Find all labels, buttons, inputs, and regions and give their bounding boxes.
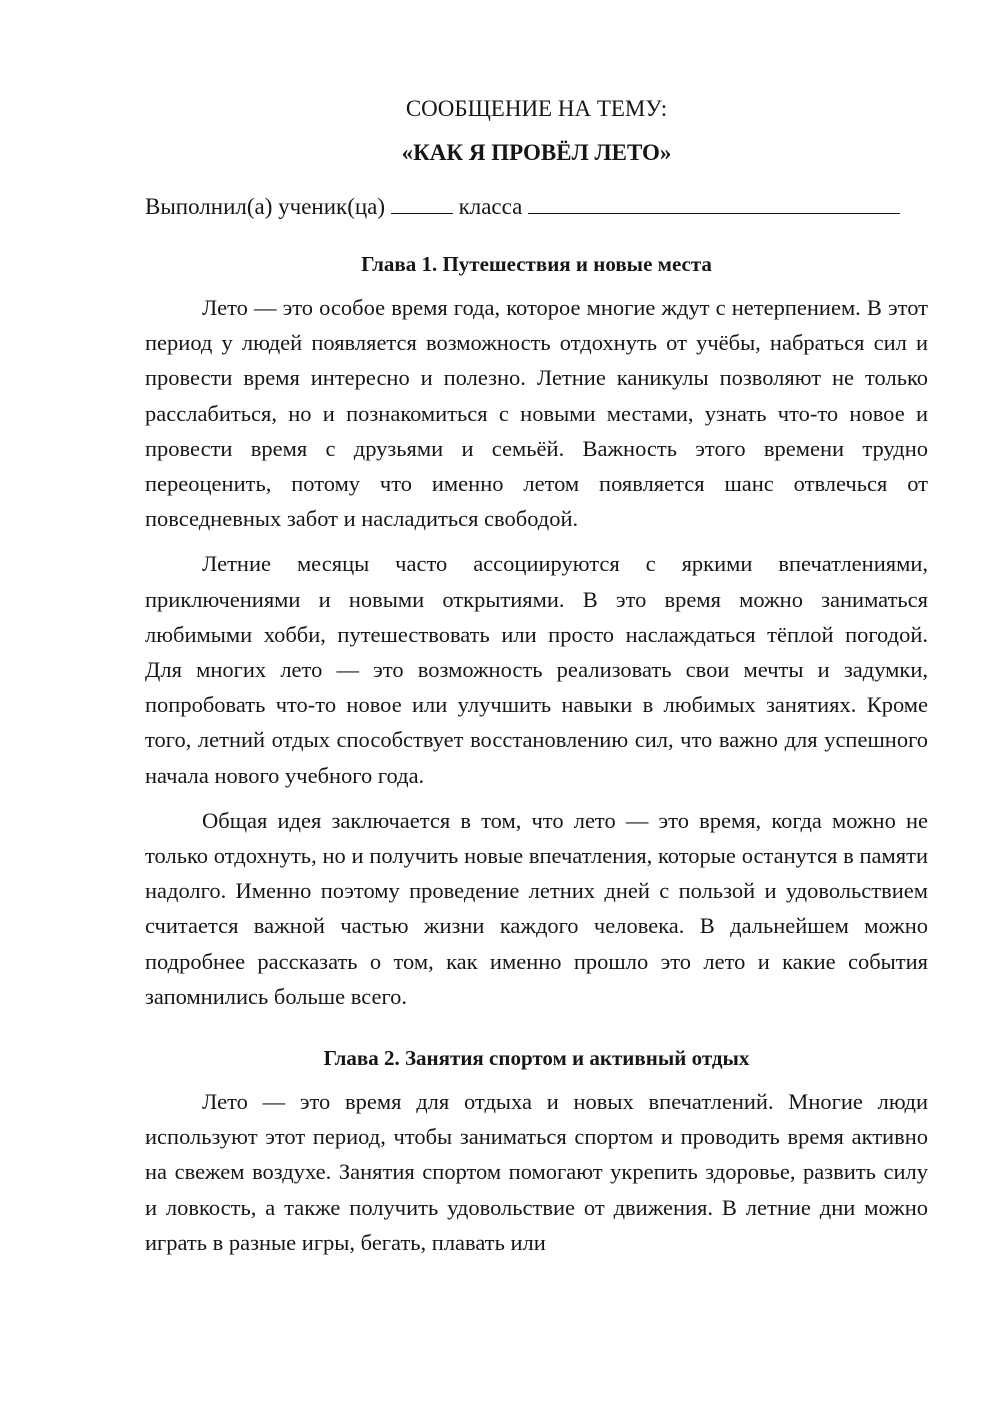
- student-name-blank: [528, 191, 900, 214]
- class-number-blank: [391, 191, 453, 214]
- author-prefix: Выполнил(а) ученик(ца): [145, 194, 386, 219]
- document-topic: «КАК Я ПРОВЁЛ ЛЕТО»: [401, 140, 672, 165]
- author-middle: класса: [458, 194, 523, 219]
- paragraph: Летние месяцы часто ассоциируются с яркими впечатлениями, приключениями и новыми открытиями. В это время можно заниматься любимыми хобби, путешествовать или просто наслаждаться тёплой погодой. Для многих лето — это возможность реализовать свои мечты и задумки, попробовать что-то новое или улучшить навыки в любимых занятиях. Кроме того, летний отдых способствует восстановлению сил, что важно для успешного начала нового учебного года.: [145, 551, 928, 788]
- document-heading: СООБЩЕНИЕ НА ТЕМУ:: [405, 96, 668, 121]
- chapter-title: Глава 2. Занятия спортом и активный отдых: [323, 1046, 750, 1071]
- document-page: [145, 92, 928, 1260]
- paragraph: Общая идея заключается в том, что лето — это время, когда можно не только отдохнуть, но и получить новые впечатления, которые останутся в памяти надолго. Именно поэтому проведение летних дней с пользой и удовольствием считается важной частью жизни каждого человека. В дальнейшем можно подробнее рассказать о том, как именно прошло это лето и какие события запомнились больше всего.: [145, 807, 928, 1009]
- paragraph: Лето — это особое время года, которое многие ждут с нетерпением. В этот период у людей появляется возможность отдохнуть от учёбы, набраться сил и провести время интересно и полезно. Летние каникулы позволяют не только расслабиться, но и познакомиться с новыми местами, узнать что-то новое и провести время с друзьями и семьёй. Важность этого времени трудно переоценить, потому что именно летом появляется шанс отвлечься от повседневных забот и насладиться свободой.: [145, 295, 928, 532]
- author-line: [145, 190, 928, 224]
- paragraph: Лето — это время для отдыха и новых впечатлений. Многие люди используют этот период, чтобы заниматься спортом и проводить время активно на свежем воздухе. Занятия спортом помогают укрепить здоровье, развить силу и ловкость, а также получить удовольствие от движения. В летние дни можно играть в разные игры, бегать, плавать или: [145, 1089, 928, 1255]
- chapter-title: Глава 1. Путешествия и новые места: [361, 252, 712, 276]
